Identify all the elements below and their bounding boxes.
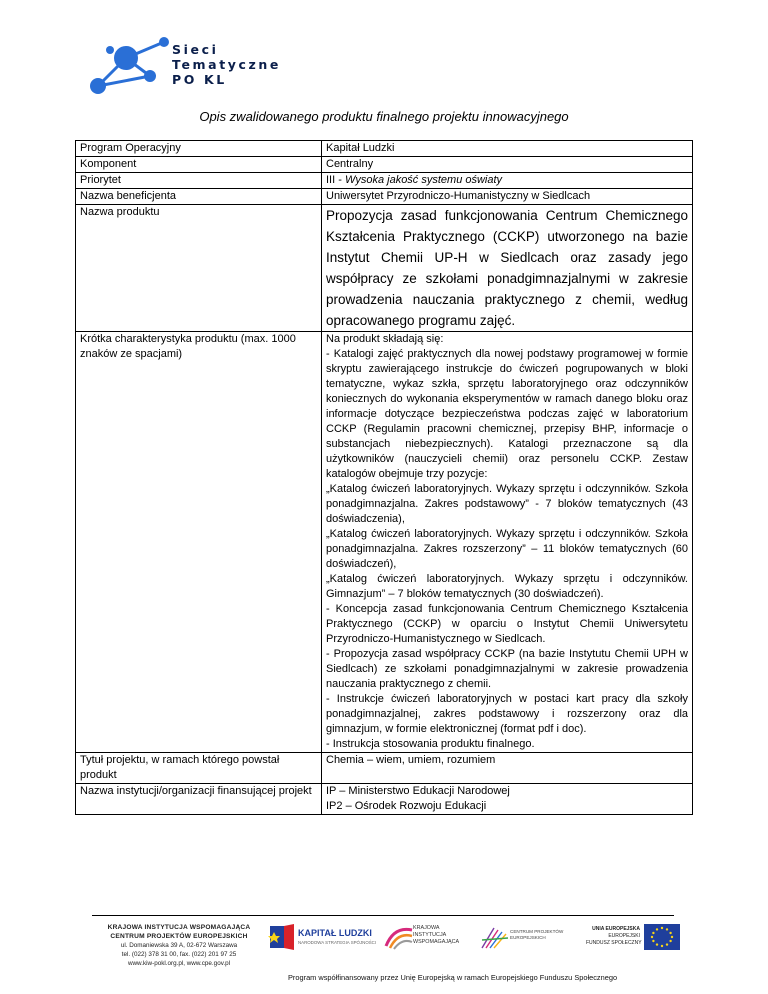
funder-line: IP2 – Ośrodek Rozwoju Edukacji [326,800,487,812]
row-value [322,205,693,332]
logo-line-3: PO KL [172,72,227,87]
row-value: Centralny [322,157,693,173]
sieci-tematyczne-logo [88,36,298,98]
table-row [76,205,693,332]
cpe-logo-line: CENTRUM PROJEKTÓW [510,929,564,934]
kapital-ludzki-subtitle: NARODOWA STRATEGIA SPÓJNOŚCI [298,940,377,945]
eu-line: EUROPEJSKI [608,933,640,939]
logo-wordmark [172,42,281,87]
eu-flag-icon [644,924,680,950]
logo-line-2: Tematyczne [172,57,281,72]
cpe-name: CENTRUM PROJEKTÓW EUROPEJSKICH [110,933,248,940]
table-row [76,332,693,753]
description-line: „Katalog ćwiczeń laboratoryjnych. Wykazy sprzętu i odczynników. Gimnazjum” – 7 bloków tematycznych (30 doświadczeń). [326,573,688,600]
row-label: Nazwa beneficjenta [76,189,322,205]
description-line: - Propozycja zasad współpracy CCKP (na bazie Instytutu Chemii UPH w Siedlcach) ze szkołami ponadgimnazjalnymi w zakresie prowadzenia nauczania praktycznego z chemii. [326,648,688,690]
table-row [76,141,693,157]
footer-divider [92,915,674,916]
kiw-name: KRAJOWA INSTYTUCJA WSPOMAGAJĄCA [107,924,251,931]
table-row [76,784,693,815]
eu-title: UNIA EUROPEJSKA [592,926,640,932]
row-label: Priorytet [76,173,322,189]
row-label: Komponent [76,157,322,173]
kiw-address-block [84,923,274,968]
priority-name: Wysoka jakość systemu oświaty [344,174,503,186]
kapital-ludzki-title: KAPITAŁ LUDZKI [298,928,372,938]
row-label: Tytuł projektu, w ramach którego powstał produkt [76,753,322,784]
cofinancing-note: Program współfinansowany przez Unię Europejską w ramach Europejskiego Funduszu Społecznego [288,973,618,982]
row-value: Chemia – wiem, umiem, rozumiem [322,753,693,784]
row-value [322,173,693,189]
kiw-websites: www.kiw-pokl.org.pl, www.cpe.gov.pl [127,960,231,967]
row-value: Uniwersytet Przyrodniczo-Humanistyczny w Siedlcach [322,189,693,205]
row-label: Program Operacyjny [76,141,322,157]
document-title: Opis zwalidowanego produktu finalnego projektu innowacyjnego [199,109,569,124]
kiw-logo-icon [384,924,414,950]
table-row [76,189,693,205]
eu-line: FUNDUSZ SPOŁECZNY [586,940,642,946]
eu-text [586,926,640,947]
kiw-logo-line: INSTYTUCJA [413,932,447,938]
network-nodes-icon [88,36,172,98]
row-value: Kapitał Ludzki [322,141,693,157]
funder-line: IP – Ministerstwo Edukacji Narodowej [326,785,510,797]
table-row [76,753,693,784]
row-value [322,784,693,815]
description-line: „Katalog ćwiczeń laboratoryjnych. Wykazy sprzętu i odczynników. Szkoła ponadgimnazjalna. Zakres rozszerzony” – 11 bloków tematycznych (60 doświadczeń), [326,528,688,570]
product-info-table [75,140,693,815]
table-row [76,173,693,189]
description-line: - Instrukcje ćwiczeń laboratoryjnych w postaci kart pracy dla szkoły ponadgimnazjalnej, zakres podstawowy i rozszerzony oraz dla gimnazjum, w formie elektronicznej (format pdf i doc). [326,693,688,735]
row-label: Nazwa instytucji/organizacji finansującej projekt [76,784,322,815]
footer-logos [268,918,688,968]
cpe-logo-line: EUROPEJSKICH [510,935,546,940]
kapital-ludzki-icon [268,922,294,952]
product-name: Propozycja zasad funkcjonowania Centrum Chemicznego Kształcenia Praktycznego (CCKP) utworzonego na bazie Instytut Chemii UP-H w Siedlcach oraz zasady jego współpracy ze szkołami ponadgimnazjalnymi w zakresie prowadzenia nauczania praktycznego z chemii, według opracowanego programu zajęć. [326,208,688,328]
kiw-logo-line: KRAJOWA [413,925,440,931]
description-line: „Katalog ćwiczeń laboratoryjnych. Wykazy sprzętu i odczynników. Szkoła ponadgimnazjalna. Zakres podstawowy” - 7 bloków tematycznych (43 doświadczenia), [326,483,688,525]
logo-line-1: Sieci [172,42,219,57]
description-line: - Katalogi zajęć praktycznych dla nowej podstawy programowej w formie skryptu zawierającego instrukcje do ćwiczeń pogrupowanych w bloki tematyczne, wykaz szkła, sprzętu laboratoryjnego oraz odczynników koniecznych do wykonania eksperymentów w ramach danego bloku oraz informacje dotyczące bezpieczeństwa podczas zajęć w laboratorium CCKP (Regulamin pracowni chemicznej, przepisy BHP, informacje o substancjach niebezpiecznych). Katalogi przeznaczone są dla użytkowników (nauczycieli chemii) oraz personelu CCKP. Zestaw katalogów obejmuje trzy pozycje: [326,348,688,480]
row-value [322,332,693,753]
table-row [76,157,693,173]
cpe-logo-icon [480,924,510,950]
description-line: - Instrukcja stosowania produktu finalnego. [326,738,535,750]
kiw-phone: tel. (022) 378 31 00, fax. (022) 201 97 25 [121,951,237,958]
description-line: - Koncepcja zasad funkcjonowania Centrum Chemicznego Kształcenia Praktycznego (CCKP) w oparciu o Instytut Chemii Uniwersytetu Przyrodniczo-Humanistycznego w Siedlcach. [326,603,688,645]
description-line: Na produkt składają się: [326,333,444,345]
kiw-logo-line: WSPOMAGAJĄCA [413,939,460,945]
row-label: Krótka charakterystyka produktu (max. 1000 znaków ze spacjami) [76,332,322,753]
row-label: Nazwa produktu [76,205,322,332]
priority-number: III - [326,174,345,186]
kiw-address: ul. Domaniewska 39 A, 02-672 Warszawa [120,942,238,949]
kiw-logo-text [413,925,459,946]
cpe-logo-text [510,929,563,941]
